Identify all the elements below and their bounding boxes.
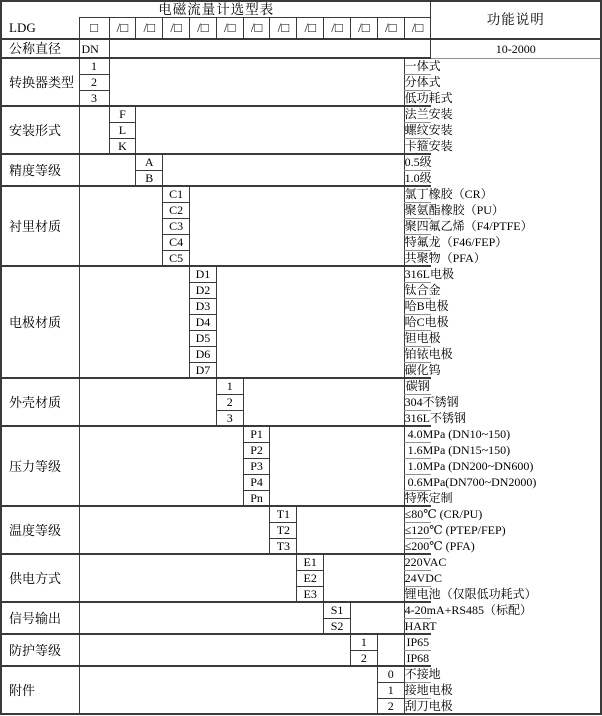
empty-cell <box>136 106 404 154</box>
code-cell: 2 <box>79 74 109 90</box>
description-cell: 法兰安装 <box>404 107 453 122</box>
description-cell: 220VAC <box>404 555 447 570</box>
model-slot-cell: /□ <box>324 17 351 39</box>
description-cell: 铂铱电极 <box>404 347 453 361</box>
description-cell: 分体式 <box>404 75 441 89</box>
code-cell: C5 <box>163 250 190 266</box>
code-cell: C2 <box>163 202 190 218</box>
description-cell: 1.0MPa (DN200~DN600) <box>404 458 431 474</box>
code-cell: 1 <box>350 634 377 650</box>
description-cell: 钛合金 <box>404 283 441 297</box>
description-cell: ≤80℃ (CR/PU) <box>404 507 483 522</box>
description-cell: 低功耗式 <box>404 90 453 105</box>
description-cell: 24VDC <box>404 571 442 585</box>
code-cell: 3 <box>216 410 243 426</box>
code-cell: P4 <box>243 474 270 490</box>
description-cell: 锂电池（仅限低功耗式） <box>404 586 537 601</box>
category-label: 公称直径 <box>1 39 79 58</box>
description-cell: 刮刀电极 <box>404 698 453 713</box>
code-cell: S2 <box>324 618 351 634</box>
empty-cell <box>79 154 136 186</box>
empty-cell <box>79 266 189 378</box>
code-cell: S1 <box>324 602 351 618</box>
table-body <box>1 1 601 714</box>
code-cell: E3 <box>297 586 324 602</box>
category-label: 精度等级 <box>1 154 79 186</box>
code-cell: D4 <box>189 314 216 330</box>
description-cell: HART <box>404 618 437 633</box>
category-label: 供电方式 <box>1 554 79 602</box>
description-cell: 钽电极 <box>404 331 441 345</box>
description-cell: 接地电极 <box>404 683 453 697</box>
description-cell: 哈C电极 <box>404 315 449 329</box>
description-cell: 0.5级 <box>404 155 432 170</box>
code-cell: D5 <box>189 330 216 346</box>
category-label: 防护等级 <box>1 634 79 666</box>
empty-cell <box>216 266 404 378</box>
code-cell: T3 <box>270 538 297 554</box>
model-code-box: □ <box>79 17 109 39</box>
code-cell: 2 <box>216 394 243 410</box>
code-cell: 1 <box>79 58 109 74</box>
model-slot-cell: /□ <box>189 17 216 39</box>
category-label: 转换器类型 <box>1 58 79 106</box>
code-cell: 1 <box>216 378 243 394</box>
category-label: 安装形式 <box>1 106 79 154</box>
empty-cell <box>109 39 431 58</box>
description-cell: IP68 <box>404 650 431 666</box>
empty-cell <box>79 506 270 554</box>
model-slot-cell: /□ <box>216 17 243 39</box>
model-slot-cell: /□ <box>109 17 136 39</box>
model-slot-cell: /□ <box>163 17 190 39</box>
empty-cell <box>79 426 243 506</box>
code-cell: P2 <box>243 442 270 458</box>
description-cell: 共聚物（PFA） <box>404 250 486 265</box>
code-cell: D7 <box>189 362 216 378</box>
code-cell: E1 <box>297 554 324 570</box>
dn-code-cell: DN <box>79 39 109 58</box>
code-cell: 0 <box>377 666 404 682</box>
description-cell: 碳化钨 <box>404 362 441 377</box>
empty-cell <box>79 666 377 714</box>
description-cell: ≤120℃ (PTEP/FEP) <box>404 523 506 537</box>
description-cell: ≤200℃ (PFA) <box>404 538 475 553</box>
code-cell: T2 <box>270 522 297 538</box>
description-cell: 螺纹安装 <box>404 123 453 137</box>
empty-cell <box>79 554 297 602</box>
model-slot-cell: /□ <box>350 17 377 39</box>
category-label: 衬里材质 <box>1 186 79 266</box>
code-cell: P3 <box>243 458 270 474</box>
code-cell: 2 <box>350 650 377 666</box>
description-cell: 卡箍安装 <box>404 138 453 153</box>
model-slot-cell: /□ <box>270 17 297 39</box>
model-slot-cell: /□ <box>243 17 270 39</box>
description-cell: 不接地 <box>404 667 441 682</box>
code-cell: T1 <box>270 506 297 522</box>
empty-cell <box>79 602 324 634</box>
empty-cell <box>79 106 109 154</box>
category-label: 信号输出 <box>1 602 79 634</box>
description-cell: 304不锈钢 <box>404 395 459 409</box>
description-cell: 特殊定制 <box>404 490 453 505</box>
code-cell: 3 <box>79 90 109 106</box>
description-cell: 4-20mA+RS485（标配） <box>404 603 533 618</box>
code-cell: P1 <box>243 426 270 442</box>
code-cell: F <box>109 106 136 122</box>
description-cell: 氯丁橡胶（CR） <box>404 187 493 202</box>
category-label: 压力等级 <box>1 426 79 506</box>
code-cell: D2 <box>189 282 216 298</box>
empty-cell <box>270 426 404 506</box>
code-cell: C4 <box>163 234 190 250</box>
model-slot-cell: /□ <box>136 17 163 39</box>
description-cell: 1.0级 <box>404 170 432 185</box>
description-cell: 1.6MPa (DN15~150) <box>404 442 431 458</box>
model-slot-cell: /□ <box>377 17 404 39</box>
description-cell: 4.0MPa (DN10~150) <box>404 426 431 442</box>
code-cell: C1 <box>163 186 190 202</box>
empty-cell <box>243 378 404 426</box>
code-cell: C3 <box>163 218 190 234</box>
category-label: 外壳材质 <box>1 378 79 426</box>
code-cell: 2 <box>377 698 404 714</box>
description-cell: 一体式 <box>404 59 441 74</box>
description-cell: 特氟龙（F46/FEP） <box>404 235 508 249</box>
empty-cell <box>189 186 404 266</box>
empty-cell <box>79 378 216 426</box>
code-cell: B <box>136 170 163 186</box>
ldg-label: LDG <box>1 17 79 39</box>
description-cell: 聚氨酯橡胶（PU） <box>404 203 504 217</box>
model-slot-cell: /□ <box>404 17 431 39</box>
function-header: 功能说明 <box>431 1 601 39</box>
category-label: 温度等级 <box>1 506 79 554</box>
table-title: 电磁流量计选型表 <box>158 1 275 17</box>
empty-cell <box>377 634 404 666</box>
code-cell: Pn <box>243 490 270 506</box>
empty-cell <box>297 506 404 554</box>
code-cell: K <box>109 138 136 154</box>
description-cell: 316L不锈钢 <box>404 410 466 425</box>
description-cell: 316L电极 <box>404 267 454 282</box>
description-cell: 哈B电极 <box>404 299 449 313</box>
empty-cell <box>324 554 404 602</box>
empty-cell <box>350 602 404 634</box>
empty-cell <box>79 186 163 266</box>
description-cell: 0.6MPa(DN700~DN2000) <box>404 474 431 490</box>
code-cell: 1 <box>377 682 404 698</box>
empty-cell <box>109 58 404 106</box>
description-cell: 聚四氟乙烯（F4/PTFE） <box>404 219 533 233</box>
description-cell: 10-2000 <box>431 39 601 58</box>
code-cell: D6 <box>189 346 216 362</box>
description-cell: 碳钢 <box>405 379 430 394</box>
code-cell: D1 <box>189 266 216 282</box>
code-cell: A <box>136 154 163 170</box>
code-cell: E2 <box>297 570 324 586</box>
description-cell: IP65 <box>404 634 431 650</box>
category-label: 附件 <box>1 666 79 714</box>
code-cell: D3 <box>189 298 216 314</box>
model-slot-cell: /□ <box>297 17 324 39</box>
code-cell: L <box>109 122 136 138</box>
empty-cell <box>163 154 404 186</box>
empty-cell <box>79 634 350 666</box>
category-label: 电极材质 <box>1 266 79 378</box>
